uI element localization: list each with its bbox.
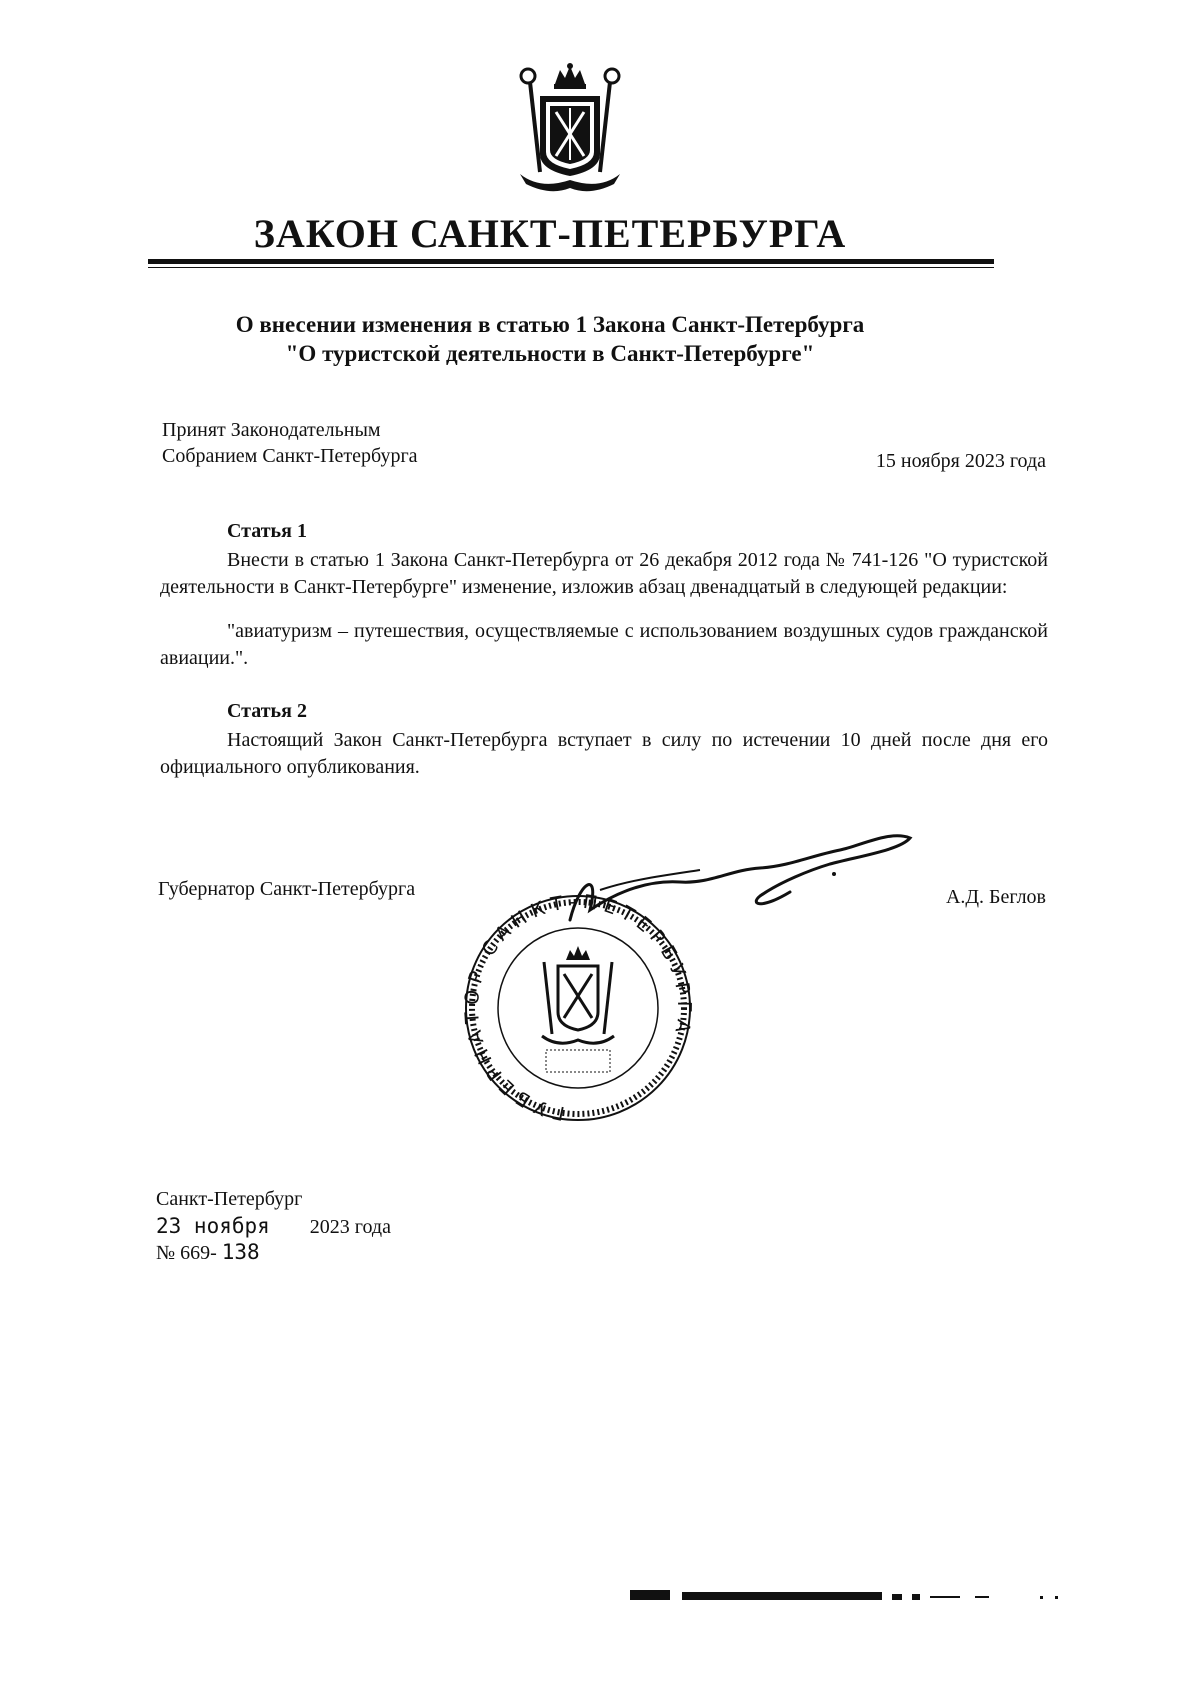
signing-city: Санкт-Петербург [156, 1188, 303, 1210]
handwritten-signature [560, 820, 920, 930]
article-1-paragraph-2-text: "авиатуризм – путешествия, осуществляемые с использованием воздушных судов гражданской авиации.". [160, 620, 1048, 669]
signatory-position: Губернатор Санкт-Петербурга [158, 878, 416, 900]
law-number-handwritten: 138 [221, 1240, 260, 1264]
document-subtitle-line2: "О туристской деятельности в Санкт-Петербурге" [285, 341, 815, 366]
article-2-heading: Статья 2 [227, 700, 307, 722]
law-number [156, 1240, 260, 1265]
accepted-by-line2: Собранием Санкт-Петербурга [162, 445, 418, 467]
article-1-paragraph-2 [160, 618, 1048, 672]
article-1-paragraph-1 [160, 547, 1048, 601]
title-rule-thick [148, 259, 994, 264]
article-2-paragraph-1-text: Настоящий Закон Санкт-Петербурга вступает в силу по истечении 10 дней после дня его официального опубликования. [160, 729, 1048, 778]
article-1-heading: Статья 1 [227, 520, 307, 542]
svg-text:ГУБЕРНАТОР САНКТ-ПЕТЕРБУРГА: ГУБЕРНАТОР САНКТ-ПЕТЕРБУРГА [460, 890, 696, 1125]
signing-date [156, 1214, 391, 1239]
accepted-by-line1: Принят Законодательным [162, 419, 381, 441]
coat-of-arms-icon [510, 62, 630, 192]
document-subtitle-line1: О внесении изменения в статью 1 Закона Санкт-Петербурга [235, 312, 865, 337]
document-title: ЗАКОН САНКТ-ПЕТЕРБУРГА [253, 211, 847, 256]
signatory-name: А.Д. Беглов [945, 886, 1046, 908]
scan-artifact [630, 1588, 1070, 1600]
accepted-by [162, 417, 418, 469]
law-number-prefix: № 669- [156, 1242, 217, 1264]
article-2-paragraph-1 [160, 727, 1048, 781]
signing-date-year: 2023 года [309, 1216, 391, 1238]
signing-date-handwritten: 23 ноября [156, 1214, 270, 1238]
title-rule-thin [148, 267, 994, 268]
article-1-paragraph-1-text: Внести в статью 1 Закона Санкт-Петербурга от 26 декабря 2012 года № 741-126 "О туристской деятельности в Санкт-Петербурге" изменение, изложив абзац двенадцатый в следующей редакции: [160, 549, 1048, 598]
adoption-date: 15 ноября 2023 года [875, 450, 1046, 472]
